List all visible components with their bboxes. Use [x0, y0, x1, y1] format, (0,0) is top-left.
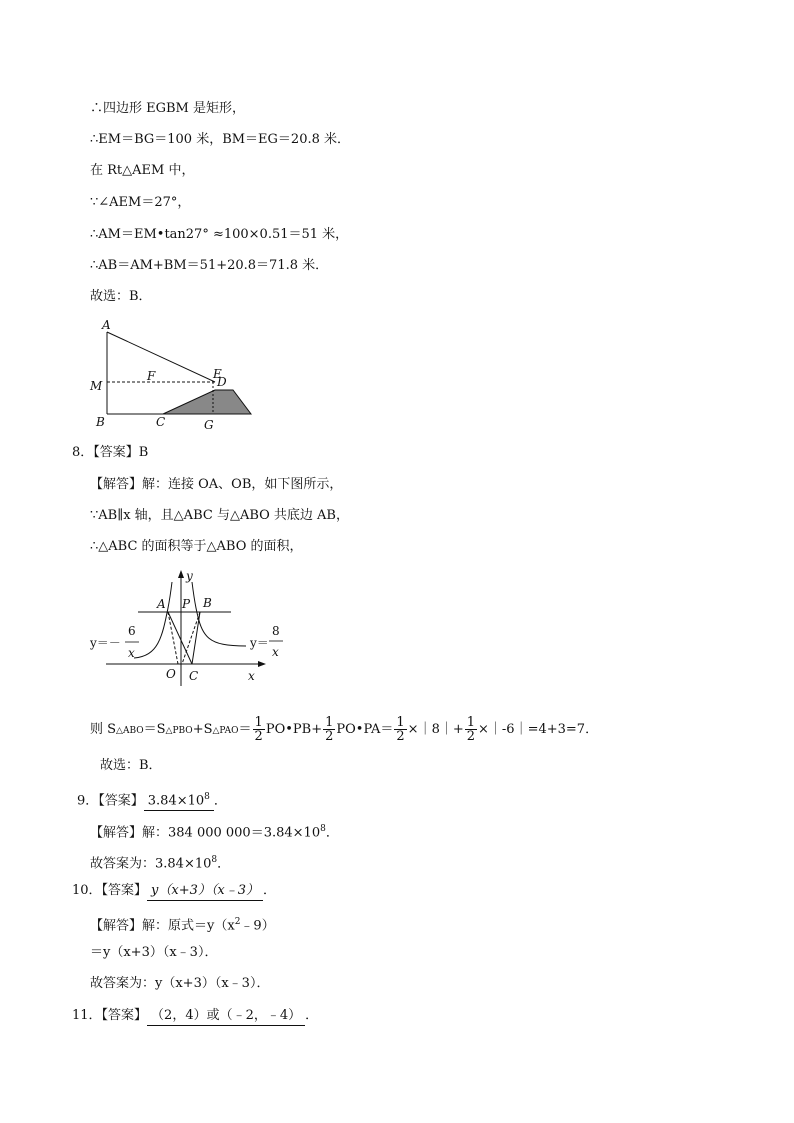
q8-line-bc [192, 612, 200, 664]
formula-term2: PO•PA＝ [336, 722, 394, 737]
q9-solution [90, 820, 339, 842]
q8-label-c: C [189, 669, 199, 683]
q9-answer [77, 788, 227, 811]
fraction-half-2: $\frac{1}{2}$ [325, 715, 334, 744]
q10-solution [90, 913, 275, 935]
q9-end: ． [213, 793, 227, 809]
q11-end: ． [305, 1008, 319, 1023]
q8-area-formula [90, 716, 598, 745]
q7-label-d: D [217, 375, 227, 389]
q9-solution-exp: 8 [320, 824, 326, 834]
formula-sub-pao: △PAO [212, 726, 239, 736]
formula-eq1: ＝S [143, 722, 166, 737]
formula-sub-pbo: △PBO [165, 726, 193, 736]
q8-right-numerator: 8 [272, 624, 280, 638]
q8-left-numerator: 6 [128, 624, 136, 638]
q10-solution-text: 【解答】解：原式＝y（x [90, 918, 235, 934]
q9-final-text: 故答案为：3.84×10 [90, 856, 212, 872]
q8-right-equation: y＝ [250, 636, 269, 650]
q8-figure [88, 568, 298, 688]
q7-hill-shape [163, 390, 251, 414]
q7-line-5: ∴AM＝EM•tan27° ≈100×0.51＝51 米， [90, 227, 349, 242]
q7-line-1: ∴四边形 EGBM 是矩形， [90, 101, 246, 116]
q8-label-x: x [248, 669, 255, 683]
q7-line-4: ∵∠AEM＝27°， [90, 195, 191, 210]
q9-solution-text: 【解答】解：384 000 000＝3.84×10 [90, 825, 321, 841]
q10-final: 故答案为：y（x+3）（x﹣3）． [90, 976, 270, 991]
q8-line-ob [182, 612, 200, 664]
q8-line-oa [168, 612, 178, 664]
q9-solution-end: ． [325, 825, 339, 841]
q8-x-arrow [258, 661, 266, 667]
q8-label-y: y [186, 569, 193, 583]
q7-label-e: E [213, 367, 222, 381]
q10-answer [72, 882, 276, 901]
q8-label-p: P [182, 597, 191, 611]
fraction-half-1: $\frac{1}{2}$ [254, 715, 263, 744]
q8-solution-1: 【解答】解：连接 OA、OB，如下图所示， [90, 477, 343, 492]
formula-plus: +S [192, 722, 213, 737]
q8-y-arrow [178, 570, 184, 578]
q10-solution-end: ﹣9） [240, 918, 275, 934]
formula-prefix: 则 S [90, 722, 117, 737]
q8-solution-3: ∴△ABC 的面积等于△ABO 的面积， [90, 539, 303, 554]
formula-term4: ×｜-6｜=4+3=7． [478, 722, 599, 737]
formula-term3: ×｜8｜+ [407, 722, 464, 737]
q7-label-f: F [147, 369, 156, 383]
q8-left-denominator: x [128, 646, 135, 660]
q8-label-a: A [157, 597, 166, 611]
q7-line-2: ∴EM＝BG＝100 米，BM＝EG＝20.8 米． [90, 132, 351, 147]
fraction-half-3: $\frac{1}{2}$ [396, 715, 405, 744]
q7-line-ae [107, 332, 215, 382]
q7-figure [85, 318, 265, 433]
q9-final-exp: 8 [211, 855, 218, 865]
q10-end: ． [263, 883, 277, 898]
q8-solution-2: ∵AB∥x 轴，且△ABC 与△ABO 共底边 AB， [90, 508, 349, 523]
q9-label: 9．【答案】 [77, 793, 144, 809]
q10-solution-exp: 2 [234, 917, 241, 927]
q7-label-a: A [102, 318, 111, 332]
q11-label: 11．【答案】 [72, 1008, 148, 1023]
q8-right-denominator: x [272, 645, 279, 659]
q8-answer: 8．【答案】B [72, 445, 149, 460]
q7-label-c: C [156, 415, 166, 429]
q9-final [90, 851, 230, 873]
q8-line-ac [168, 612, 192, 664]
q7-label-g: G [204, 418, 214, 432]
fraction-half-4: $\frac{1}{2}$ [466, 715, 476, 744]
q10-answer-blank: y（x+3）（x﹣3） [147, 882, 263, 901]
q7-label-b: B [96, 415, 105, 429]
q10-label: 10．【答案】 [72, 883, 148, 898]
q9-final-end: ． [217, 856, 231, 872]
formula-term1: PO•PB+ [265, 722, 323, 737]
q10-solution-2: ＝y（x+3）（x﹣3）． [90, 945, 218, 960]
q7-label-m: M [90, 379, 103, 393]
q7-choose: 故选：B． [90, 289, 152, 304]
q8-label-b: B [203, 596, 212, 610]
q7-line-3: 在 Rt△AEM 中， [90, 163, 195, 178]
formula-sub-abo: △ABO [116, 726, 144, 736]
q11-answer-blank: （2，4）或（﹣2，﹣4） [147, 1007, 305, 1026]
q8-choose: 故选：B． [100, 758, 162, 773]
q11-answer [72, 1007, 318, 1026]
formula-eq2: ＝ [238, 722, 252, 737]
q9-answer-blank: $3.84\times 10^8$ [144, 788, 214, 811]
q8-curve-left [134, 582, 172, 658]
q8-label-o: O [166, 667, 176, 681]
q7-line-6: ∴AB＝AM+BM＝51+20.8＝71.8 米． [90, 258, 329, 273]
q8-left-equation: y＝－ [90, 636, 121, 650]
